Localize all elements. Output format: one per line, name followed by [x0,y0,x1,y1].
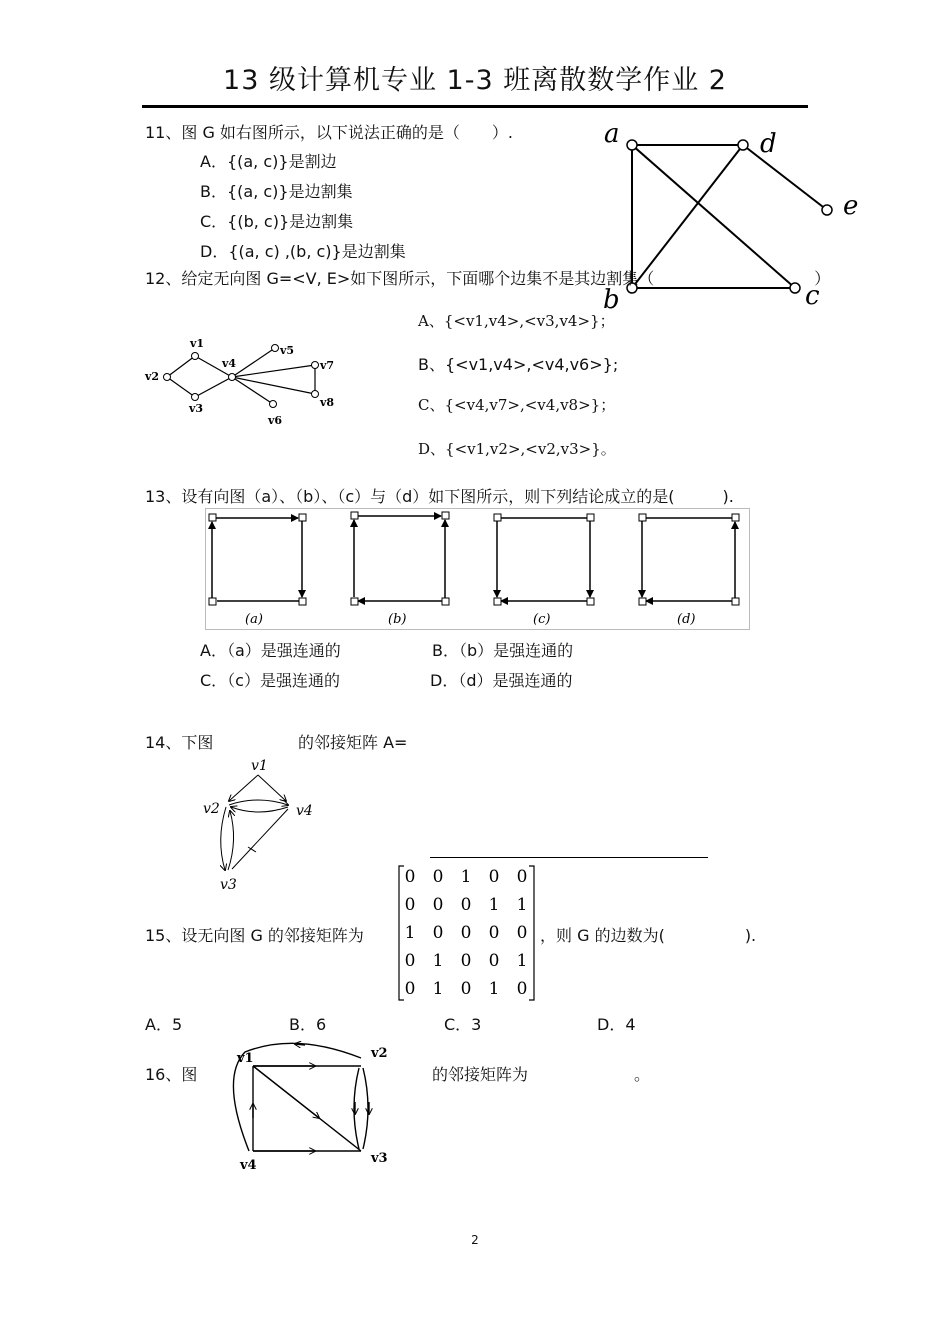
q14-label-v4: v4 [296,803,313,819]
q15-matrix-cell: 0 [488,923,500,943]
q11-label-d: d [760,129,777,159]
q14-graph [198,755,328,895]
q12-option-b: B、{<v1,v4>,<v4,v6>}; [418,355,619,374]
q12-stem: 12、给定无向图 G=<V, E>如下图所示，下面哪个边集不是其边割集（ ） [145,269,831,288]
q11-label-c: c [805,281,820,311]
q11-label-a: a [604,119,620,149]
q11-stem: 11、图 G 如右图所示，以下说法正确的是（ ）. [145,123,514,142]
q15-matrix-cell: 0 [460,923,472,943]
q12-label-v2: v2 [145,370,160,383]
q15-matrix-cell: 0 [404,979,416,999]
q12-graph [142,330,352,430]
q14-label-v1: v1 [251,758,268,774]
q16-label-v2: v2 [371,1046,388,1061]
q16-label-v1: v1 [237,1051,254,1066]
q11-option-a: A．{(a, c)}是割边 [200,152,337,171]
q13-option-d: D．（d）是强连通的 [430,671,573,690]
q15-matrix-cell: 0 [460,979,472,999]
q16-stem-end: 。 [634,1065,651,1084]
q15-matrix-cell: 0 [488,867,500,887]
q11-node-a [627,140,637,150]
q12-label-v8: v8 [320,396,335,409]
q11-option-c: C．{(b, c)}是边割集 [200,212,354,231]
q15-matrix-cell: 0 [432,895,444,915]
q15-matrix [396,862,538,1004]
q15-matrix-cell: 0 [404,895,416,915]
q15-matrix-cell: 0 [516,979,528,999]
q12-label-v3: v3 [189,402,204,415]
q15-matrix-cell: 0 [488,951,500,971]
q15-matrix-cell: 0 [516,923,528,943]
q12-label-v1: v1 [190,337,205,350]
q14-stem-right: 的邻接矩阵 A= [298,733,408,752]
q16-stem-left: 16、图 [145,1065,198,1084]
q12-option-d: D、{<v1,v2>,<v2,v3>}。 [418,440,616,458]
q15-matrix-cell: 1 [516,951,528,971]
q13-caption-a: (a) [245,612,263,627]
q11-node-d [738,140,748,150]
q12-label-v4: v4 [222,357,237,370]
q11-label-e: e [843,191,859,221]
q15-matrix-cell: 0 [460,895,472,915]
q15-matrix-cell: 1 [488,979,500,999]
q15-option-b: B．6 [289,1015,327,1034]
q16-stem-mid: 的邻接矩阵为 [432,1065,529,1084]
q15-matrix-cell: 1 [432,951,444,971]
q15-option-c: C．3 [444,1015,482,1034]
q11-option-b: B．{(a, c)}是边割集 [200,182,353,201]
q11-label-b: b [603,285,620,315]
q13-stem: 13、设有向图（a）、（b）、（c）与（d）如下图所示，则下列结论成立的是( ). [145,487,734,506]
q14-label-v2: v2 [203,801,220,817]
q13-caption-c: (c) [533,612,551,627]
q15-matrix-cell: 0 [516,867,528,887]
q15-stem-left: 15、设无向图 G 的邻接矩阵为 [145,926,364,945]
q14-stem-left: 14、下图 [145,733,214,752]
q14-label-v3: v3 [220,877,237,893]
q16-graph [225,1038,395,1173]
page-title: 13 级计算机专业 1-3 班离散数学作业 2 [223,65,727,96]
q15-option-a: A．5 [145,1015,183,1034]
q15-matrix-cell: 0 [404,867,416,887]
q12-option-c: C、{<v4,v7>,<v4,v8>}； [418,396,616,414]
q15-matrix-cell: 0 [460,951,472,971]
q12-option-a: A、{<v1,v4>,<v3,v4>}； [418,312,615,330]
q13-option-a: A．（a）是强连通的 [200,641,341,660]
q14-answer-line [430,857,708,858]
page-number: 2 [471,1233,479,1247]
q15-matrix-cell: 0 [404,951,416,971]
q12-label-v7: v7 [320,359,335,372]
q13-graphs [205,508,750,630]
q13-caption-d: (d) [677,612,696,627]
q15-option-d: D．4 [597,1015,636,1034]
q13-option-c: C．（c）是强连通的 [200,671,340,690]
q13-option-b: B．（b）是强连通的 [432,641,574,660]
q11-option-d: D．{(a, c) ,(b, c)}是边割集 [200,242,406,261]
q15-matrix-cell: 1 [516,895,528,915]
q15-matrix-cell: 0 [432,867,444,887]
q16-label-v3: v3 [371,1151,388,1166]
q16-label-v4: v4 [240,1158,257,1173]
q15-matrix-cell: 1 [432,979,444,999]
q13-caption-b: (b) [388,612,407,627]
q12-label-v5: v5 [280,344,295,357]
q15-matrix-cell: 1 [404,923,416,943]
q15-matrix-cell: 1 [488,895,500,915]
q15-stem-right: ，则 G 的边数为( ). [540,926,757,945]
q15-matrix-cell: 0 [432,923,444,943]
q12-label-v6: v6 [268,414,283,427]
title-rule [142,105,808,108]
q15-matrix-cell: 1 [460,867,472,887]
q11-node-e [822,205,832,215]
